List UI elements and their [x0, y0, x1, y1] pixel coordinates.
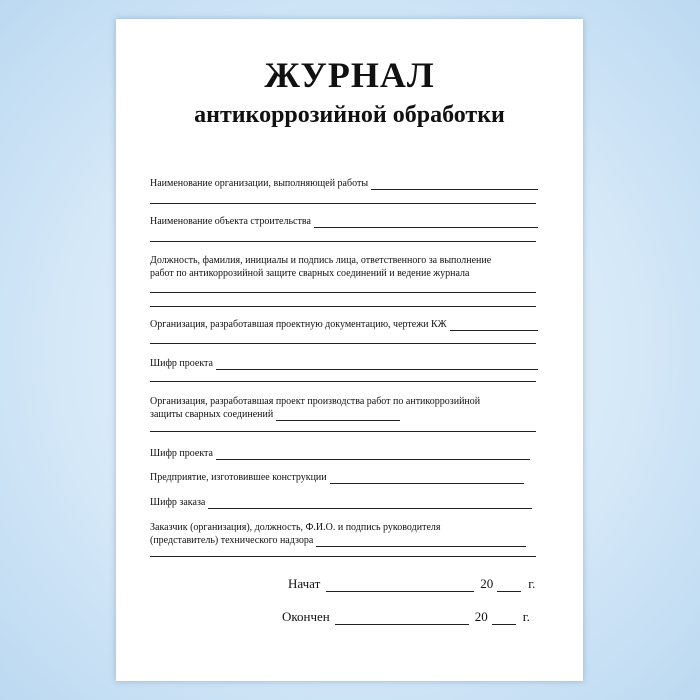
- work-project-blank[interactable]: [276, 410, 400, 421]
- started-label: Начат: [288, 576, 321, 591]
- work-project-field[interactable]: [150, 408, 400, 421]
- design-org-label: Организация, разработавшая проектную документацию, чертежи КЖ: [150, 319, 447, 330]
- project-code-field-1[interactable]: [150, 357, 538, 370]
- responsible-blank-line-2[interactable]: [150, 306, 536, 307]
- started-year-suffix: г.: [528, 576, 536, 591]
- customer-line-1: Заказчик (организация), должность, Ф.И.О. и подпись руководителя: [150, 522, 441, 533]
- organization-field[interactable]: [150, 177, 538, 190]
- manufacturer-label: Предприятие, изготовившее конструкции: [150, 472, 327, 483]
- page-title: ЖУРНАЛ: [264, 55, 435, 95]
- project-code-blank-2[interactable]: [216, 449, 530, 460]
- object-blank[interactable]: [314, 217, 538, 228]
- project-code-label-1: Шифр проекта: [150, 358, 213, 369]
- started-date-row[interactable]: [288, 576, 535, 592]
- project-code-label-2: Шифр проекта: [150, 448, 213, 459]
- object-field[interactable]: [150, 215, 538, 228]
- finished-date-row[interactable]: [282, 609, 530, 625]
- project-code-field-2[interactable]: [150, 447, 530, 460]
- started-date-blank[interactable]: [326, 579, 474, 592]
- organization-label: Наименование организации, выполняющей работы: [150, 178, 369, 189]
- order-code-label: Шифр заказа: [150, 497, 206, 508]
- customer-field[interactable]: [150, 534, 526, 547]
- finished-label: Окончен: [282, 609, 330, 624]
- object-label: Наименование объекта строительства: [150, 216, 311, 227]
- design-org-blank-line[interactable]: [150, 343, 536, 344]
- project-code-blank-line-1[interactable]: [150, 381, 536, 382]
- organization-blank-line[interactable]: [150, 203, 536, 204]
- design-org-blank[interactable]: [450, 320, 538, 331]
- project-code-blank-1[interactable]: [216, 359, 538, 370]
- object-blank-line[interactable]: [150, 241, 536, 242]
- work-project-line-2: защиты сварных соединений: [150, 409, 274, 420]
- design-org-field[interactable]: [150, 318, 538, 331]
- work-project-line-1: Организация, разработавшая проект производства работ по антикоррозийной: [150, 396, 481, 407]
- responsible-blank-line-1[interactable]: [150, 292, 536, 293]
- journal-cover-page: [116, 19, 583, 681]
- started-year-prefix: 20: [480, 576, 494, 591]
- page-subtitle: антикоррозийной обработки: [194, 102, 505, 128]
- work-project-blank-line[interactable]: [150, 431, 536, 432]
- finished-year-prefix: 20: [474, 609, 488, 624]
- order-code-blank[interactable]: [208, 498, 532, 509]
- organization-blank[interactable]: [371, 179, 538, 190]
- manufacturer-field[interactable]: [150, 471, 524, 484]
- responsible-line-2: работ по антикоррозийной защите сварных соединений и ведение журнала: [150, 268, 470, 279]
- customer-blank[interactable]: [316, 536, 526, 547]
- responsible-line-1: Должность, фамилия, инициалы и подпись лица, ответственного за выполнение: [150, 255, 492, 266]
- customer-blank-line[interactable]: [150, 556, 536, 557]
- finished-year-suffix: г.: [522, 609, 530, 624]
- started-year-blank[interactable]: [497, 579, 521, 592]
- customer-line-2: (представитель) технического надзора: [150, 535, 314, 546]
- finished-year-blank[interactable]: [492, 612, 516, 625]
- manufacturer-blank[interactable]: [330, 473, 524, 484]
- finished-date-blank[interactable]: [335, 612, 469, 625]
- order-code-field[interactable]: [150, 496, 532, 509]
